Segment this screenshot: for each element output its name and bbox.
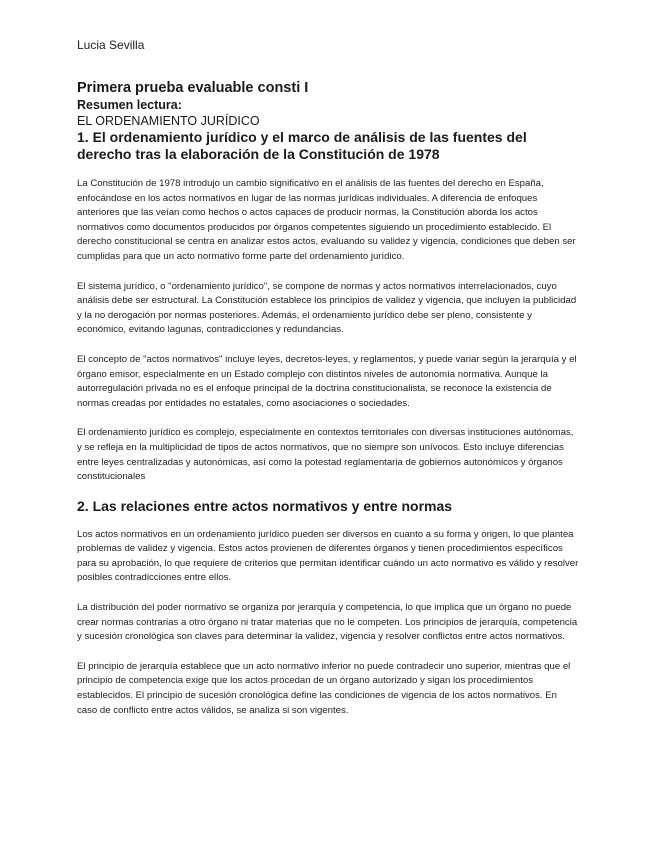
section-1-paragraph: El ordenamiento jurídico es complejo, especialmente en contextos territoriales con diversas instituciones autónomas, y se refleja en la multiplicidad de tipos de actos normativos, que no siempre son unívocos. Esto incluye diferencias entre leyes centralizadas y autonómicas, así como la potestad reglamentaria de gobiernos autonómicos y órganos constitucionales bbox=[77, 427, 574, 483]
section-1-heading: 1. El ordenamiento jurídico y el marco de análisis de las fuentes del derecho tras la elaboración de la Constitución de 1978 bbox=[77, 129, 527, 162]
section-1-paragraph: La Constitución de 1978 introdujo un cambio significativo en el análisis de las fuentes del derecho en España, enfocándose en los actos normativos en lugar de las normas jurídicas individuales. A diferencia de enfoques anteriores que las veían como hechos o actos capaces de producir normas, la Constitución aborda los actos normativos como documentos producidos por órganos competentes siguiendo un procedimiento establecido. El derecho constitucional se centra en analizar estos actos, evaluando su validez y vigencia, condiciones que deben ser cumplidas para que un acto normativo forme parte del ordenamiento jurídico. bbox=[77, 178, 576, 262]
section-2-paragraph: La distribución del poder normativo se organiza por jerarquía y competencia, lo que implica que un órgano no puede crear normas contrarias a otro órgano ni tratar materias que no le competen. Los principios de jerarquía, competencia y sucesión cronológica son claves para determinar la validez, vigencia y resolver conflictos entre actos normativos. bbox=[77, 602, 578, 643]
author-name: Lucia Sevilla bbox=[77, 38, 145, 52]
section-2-paragraph: Los actos normativos en un ordenamiento jurídico pueden ser diversos en cuanto a su forma y origen, lo que plantea problemas de validez y vigencia. Estos actos provienen de diferentes órganos y tienen procedimientos específicos para su aprobación, lo que requiere de criterios que permitan identificar cuándo un acto normativo es válido y resolver posibles contradicciones entre ellos. bbox=[77, 528, 579, 584]
document-topic: EL ORDENAMIENTO JURÍDICO bbox=[77, 114, 260, 128]
section-1-paragraph: El concepto de "actos normativos" incluye leyes, decretos-leyes, y reglamentos, y puede variar según la jerarquía y el órgano emisor, especialmente en un Estado complejo con distintos niveles de autonomía normativa. Aunque la autorregulación privada no es el enfoque principal de la doctrina constitucionalista, se reconoce la existencia de normas creadas por entidades no estatales, como asociaciones o sociedades. bbox=[77, 353, 577, 409]
section-2-paragraph: El principio de jerarquía establece que un acto normativo inferior no puede contradecir uno superior, mientras que el principio de competencia exige que los actos procedan de un órgano autorizado y sigan los procedimientos establecidos. El principio de sucesión cronológica define las condiciones de vigencia de los actos normativos. En caso de conflicto entre actos válidos, se analiza si son vigentes. bbox=[77, 660, 571, 716]
document-subtitle: Resumen lectura: bbox=[77, 98, 182, 112]
section-1-paragraph: El sistema jurídico, o "ordenamiento jurídico", se compone de normas y actos normativos interrelacionados, cuyo análisis debe ser estructural. La Constitución establece los principios de validez y vigencia, que incluyen la publicidad y la no derogación por normas posteriores. Además, el ordenamiento jurídico debe ser pleno, consistente y económico, evitando lagunas, contradicciones y redundancias. bbox=[77, 280, 577, 336]
section-2-heading: 2. Las relaciones entre actos normativos y entre normas bbox=[77, 497, 453, 514]
document-body bbox=[77, 80, 579, 718]
document-title: Primera prueba evaluable consti I bbox=[77, 80, 309, 96]
